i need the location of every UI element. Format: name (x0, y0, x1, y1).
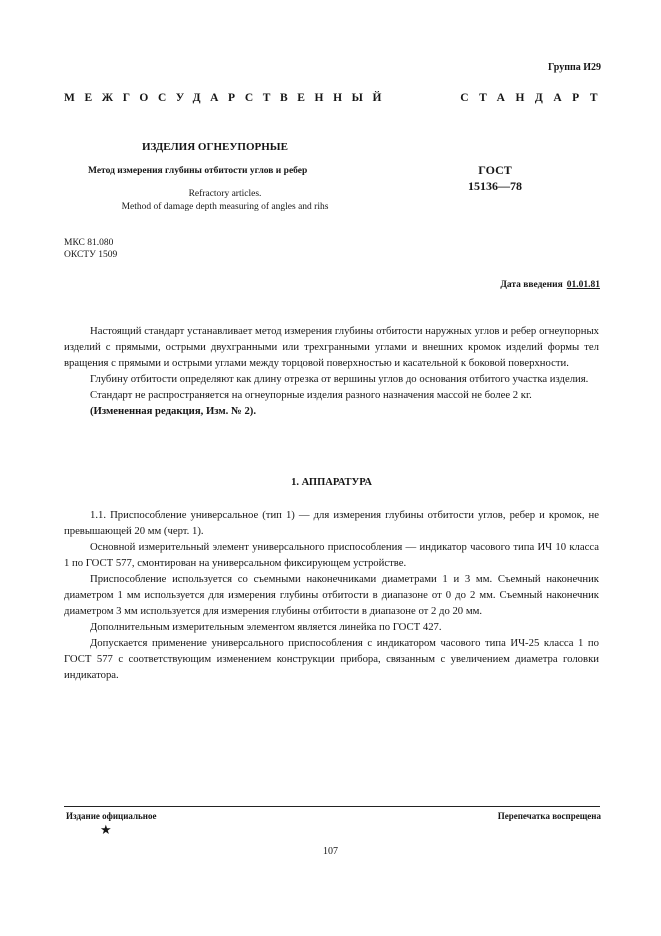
standard-banner (64, 92, 608, 104)
introduction-date (500, 280, 600, 290)
english-title-line-2: Method of damage depth measuring of angles and rihs (121, 202, 329, 212)
gost-label: ГОСТ (478, 163, 512, 177)
introduction-date-value: 01.01.81 (566, 280, 600, 290)
document-subtitle: Метод измерения глубины отбитости углов и ребер (88, 166, 308, 176)
section-paragraph: Основной измерительный элемент универсального приспособления — индикатор часового типа ИЧ 10 класса 1 по ГОСТ 577, смонтирован на универсальном фиксирующем устройстве. (64, 541, 599, 569)
preamble (64, 323, 599, 419)
footer-divider (64, 806, 600, 807)
section-paragraph: Дополнительным измерительным элементом является линейка по ГОСТ 427. (90, 621, 442, 633)
section-paragraph: 1.1. Приспособление универсальное (тип 1) — для измерения глубины отбитости углов, ребер и кромок, не превышающей 20 мм (черт. 1). (64, 509, 599, 537)
section-body (64, 507, 599, 683)
okstu-code: ОКСТУ 1509 (64, 250, 118, 260)
star-icon: ★ (100, 822, 112, 837)
introduction-date-label: Дата введения (500, 280, 563, 290)
mks-code: МКС 81.080 (64, 238, 114, 248)
section-heading: 1. АППАРАТУРА (291, 477, 372, 488)
reprint-prohibited-label: Перепечатка воспрещена (497, 811, 601, 821)
english-title-line-1: Refractory articles. (188, 189, 262, 199)
preamble-paragraph: Стандарт не распространяется на огнеупорные изделия разного назначения массой не более 2 кг. (90, 389, 532, 401)
revision-note: (Измененная редакция, Изм. № 2). (90, 405, 257, 417)
document-title: ИЗДЕЛИЯ ОГНЕУПОРНЫЕ (142, 141, 288, 153)
english-title (80, 188, 370, 214)
group-label: Группа И29 (548, 62, 601, 73)
gost-designation (455, 162, 535, 194)
page-number: 107 (323, 846, 338, 857)
banner-standard: СТАНДАРТ (460, 92, 608, 104)
preamble-paragraph: Глубину отбитости определяют как длину отрезка от вершины углов до основания отбитого участка изделия. (90, 373, 589, 385)
official-edition-label: Издание официальное (66, 811, 157, 821)
preamble-paragraph: Настоящий стандарт устанавливает метод измерения глубины отбитости наружных углов и ребер огнеупорных изделий с прямыми, острыми двухгранными или трехгранными углами и внешних кромок изделий формы тел вращения с прямыми и острыми углами между торцовой поверхностью и касательной к боковой поверхности. (64, 325, 599, 369)
banner-interstate: МЕЖГОСУДАРСТВЕННЫЙ (64, 92, 392, 104)
section-paragraph: Приспособление используется со съемными наконечниками диаметрами 1 и 3 мм. Съемный наконечник диаметром 1 мм используется для измерения глубины отбитости в диапазоне от 0 до 2 мм. Съемный наконечник диаметром 3 мм используется для измерения глубины отбитости в диапазоне от 2 до 20 мм. (64, 573, 599, 617)
gost-number: 15136—78 (468, 179, 522, 193)
classification-codes (64, 237, 117, 261)
section-paragraph: Допускается применение универсального приспособления с индикатором часового типа ИЧ-25 класса 1 по ГОСТ 577 с соответствующим изменением конструкции прибора, связанным с увеличением диаметра головки индикатора. (64, 637, 599, 681)
